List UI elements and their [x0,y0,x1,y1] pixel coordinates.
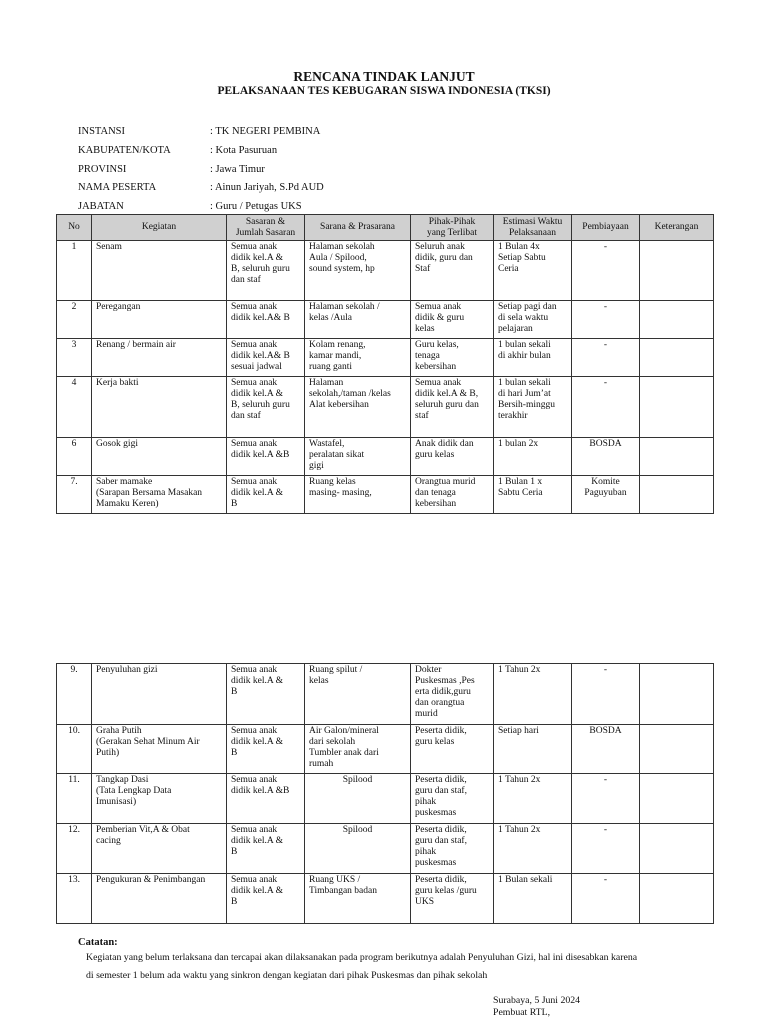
identity-value: : Guru / Petugas UKS [210,201,302,213]
cell-sarana: Air Galon/mineral dari sekolah Tumbler anak dari rumah [305,725,411,774]
cell-estimasi: Setiap pagi dan di sela waktu pelajaran [494,301,572,339]
cell-kegiatan: Peregangan [92,301,227,339]
cell-sasaran: Semua anak didik kel.A & B [227,476,305,514]
notes-section [78,936,718,985]
identity-label: NAMA PESERTA [78,182,157,194]
cell-keterangan [640,824,714,874]
identity-label: INSTANSI [78,126,125,137]
table-row [57,339,714,377]
col-header-pihak: Pihak-Pihak yang Terlibat [411,215,494,241]
cell-sarana: Ruang UKS / Timbangan badan [305,874,411,924]
table-row [57,725,714,774]
cell-no: 1 [57,241,92,301]
cell-estimasi: Setiap hari [494,725,572,774]
col-header-pembiayaan: Pembiayaan [572,215,640,241]
table-row [57,874,714,924]
cell-keterangan [640,301,714,339]
cell-no: 13. [57,874,92,924]
cell-pembiayaan: - [572,241,640,301]
table-row [57,438,714,476]
table-row [57,664,714,725]
cell-sarana: Halaman sekolah,/taman /kelas Alat kebersihan [305,377,411,438]
cell-no: 12. [57,824,92,874]
cell-pihak: Seluruh anak didik, guru dan Staf [411,241,494,301]
cell-pembiayaan: - [572,301,640,339]
cell-pembiayaan: - [572,664,640,725]
cell-sasaran: Semua anak didik kel.A& B sesuai jadwal [227,339,305,377]
cell-sasaran: Semua anak didik kel.A & B [227,725,305,774]
cell-pembiayaan: - [572,339,640,377]
cell-pihak: Peserta didik, guru kelas /guru UKS [411,874,494,924]
cell-sasaran: Semua anak didik kel.A& B [227,301,305,339]
col-header-no: No [57,215,92,241]
notes-heading: Catatan: [78,937,118,948]
cell-kegiatan: Tangkap Dasi (Tata Lengkap Data Imunisasi) [92,774,227,824]
cell-sarana: Spilood [305,824,411,874]
cell-sarana: Halaman sekolah / kelas /Aula [305,301,411,339]
cell-pihak: Peserta didik, guru kelas [411,725,494,774]
cell-pihak: Peserta didik, guru dan staf, pihak puskesmas [411,824,494,874]
cell-sasaran: Semua anak didik kel.A &B [227,774,305,824]
identity-row [78,142,324,161]
identity-row [78,123,324,142]
col-header-keterangan: Keterangan [640,215,714,241]
notes-line-1: Kegiatan yang belum terlaksana dan tercapai akan dilaksanakan pada program berikutnya adalah Penyuluhan Gizi, hal ini disesabkan karena [86,952,638,963]
cell-keterangan [640,476,714,514]
cell-keterangan [640,377,714,438]
cell-pihak: Orangtua murid dan tenaga kebersihan [411,476,494,514]
cell-estimasi: 1 Bulan 4x Setiap Sabtu Ceria [494,241,572,301]
table-header-row [57,215,714,241]
cell-estimasi: 1 Tahun 2x [494,774,572,824]
cell-sarana: Ruang kelas masing- masing, [305,476,411,514]
cell-kegiatan: Kerja bakti [92,377,227,438]
cell-kegiatan: Graha Putih (Gerakan Sehat Minum Air Putih) [92,725,227,774]
cell-kegiatan: Senam [92,241,227,301]
cell-no: 10. [57,725,92,774]
cell-sarana: Spilood [305,774,411,824]
cell-keterangan [640,438,714,476]
cell-sasaran: Semua anak didik kel.A &B [227,438,305,476]
cell-estimasi: 1 Tahun 2x [494,824,572,874]
cell-pihak: Semua anak didik & guru kelas [411,301,494,339]
identity-value: : Ainun Jariyah, S.Pd AUD [210,182,324,194]
identity-block [78,123,324,217]
cell-sasaran: Semua anak didik kel.A & B [227,664,305,725]
cell-kegiatan: Pengukuran & Penimbangan [92,874,227,924]
table-row [57,824,714,874]
cell-estimasi: 1 Bulan sekali [494,874,572,924]
col-header-sasaran: Sasaran & Jumlah Sasaran [227,215,305,241]
cell-sasaran: Semua anak didik kel.A & B [227,874,305,924]
identity-value: : Kota Pasuruan [210,144,278,156]
cell-keterangan [640,664,714,725]
cell-estimasi: 1 Bulan 1 x Sabtu Ceria [494,476,572,514]
cell-estimasi: 1 bulan sekali di akhir bulan [494,339,572,377]
cell-sarana: Kolam renang, kamar mandi, ruang ganti [305,339,411,377]
cell-estimasi: 1 bulan 2x [494,438,572,476]
col-header-sarana: Sarana & Prasarana [305,215,411,241]
cell-pembiayaan: BOSDA [572,725,640,774]
cell-pembiayaan: - [572,774,640,824]
cell-pihak: Guru kelas, tenaga kebersihan [411,339,494,377]
cell-no: 3 [57,339,92,377]
rtl-table-part-1 [56,214,714,514]
table-row [57,301,714,339]
cell-sasaran: Semua anak didik kel.A & B [227,824,305,874]
cell-keterangan [640,874,714,924]
cell-no: 6 [57,438,92,476]
cell-pembiayaan: BOSDA [572,438,640,476]
identity-label: KABUPATEN/KOTA [78,144,171,156]
table-row [57,377,714,438]
signature-role: Pembuat RTL, [493,1007,551,1018]
identity-value: : Jawa Timur [210,163,265,175]
cell-pihak: Peserta didik, guru dan staf, pihak puskesmas [411,774,494,824]
identity-row [78,179,324,198]
cell-sarana: Halaman sekolah Aula / Spilood, sound system, hp [305,241,411,301]
document-subtitle: PELAKSANAAN TES KEBUGARAN SISWA INDONESIA (TKSI) [217,85,551,97]
cell-pembiayaan: Komite Paguyuban [572,476,640,514]
cell-kegiatan: Saber mamake (Sarapan Bersama Masakan Mamaku Keren) [92,476,227,514]
signature-place-date: Surabaya, 5 Juni 2024 [493,995,581,1006]
col-header-kegiatan: Kegiatan [92,215,227,241]
cell-no: 7. [57,476,92,514]
cell-keterangan [640,725,714,774]
identity-value: : TK NEGERI PEMBINA [210,126,321,137]
cell-sarana: Wastafel, peralatan sikat gigi [305,438,411,476]
signature-block [493,995,580,1019]
cell-keterangan [640,241,714,301]
cell-keterangan [640,339,714,377]
cell-pembiayaan: - [572,874,640,924]
cell-no: 4 [57,377,92,438]
cell-keterangan [640,774,714,824]
cell-kegiatan: Gosok gigi [92,438,227,476]
table-row [57,241,714,301]
table-row [57,774,714,824]
cell-kegiatan: Renang / bermain air [92,339,227,377]
cell-pembiayaan: - [572,377,640,438]
cell-no: 11. [57,774,92,824]
cell-no: 2 [57,301,92,339]
notes-line-2: di semester 1 belum ada waktu yang sinkron dengan kegiatan dari pihak Puskesmas dan pihak sekolah [86,970,488,981]
identity-row [78,161,324,180]
rtl-table-part-2 [56,663,714,924]
cell-kegiatan: Penyuluhan gizi [92,664,227,725]
cell-pihak: Dokter Puskesmas ,Pes erta didik,guru dan orangtua murid [411,664,494,725]
cell-pihak: Anak didik dan guru kelas [411,438,494,476]
identity-label: JABATAN [78,201,124,213]
cell-sarana: Ruang spilut / kelas [305,664,411,725]
cell-kegiatan: Pemberian Vit,A & Obat cacing [92,824,227,874]
document-title: RENCANA TINDAK LANJUT [293,69,475,84]
cell-pihak: Semua anak didik kel.A & B, seluruh guru dan staf [411,377,494,438]
cell-estimasi: 1 bulan sekali di hari Jum’at Bersih-minggu terakhir [494,377,572,438]
cell-sasaran: Semua anak didik kel.A & B, seluruh guru dan staf [227,241,305,301]
col-header-estimasi: Estimasi Waktu Pelaksanaan [494,215,572,241]
cell-no: 9. [57,664,92,725]
cell-sasaran: Semua anak didik kel.A & B, seluruh guru dan staf [227,377,305,438]
identity-label: PROVINSI [78,163,127,175]
cell-pembiayaan: - [572,824,640,874]
cell-estimasi: 1 Tahun 2x [494,664,572,725]
table-row [57,476,714,514]
